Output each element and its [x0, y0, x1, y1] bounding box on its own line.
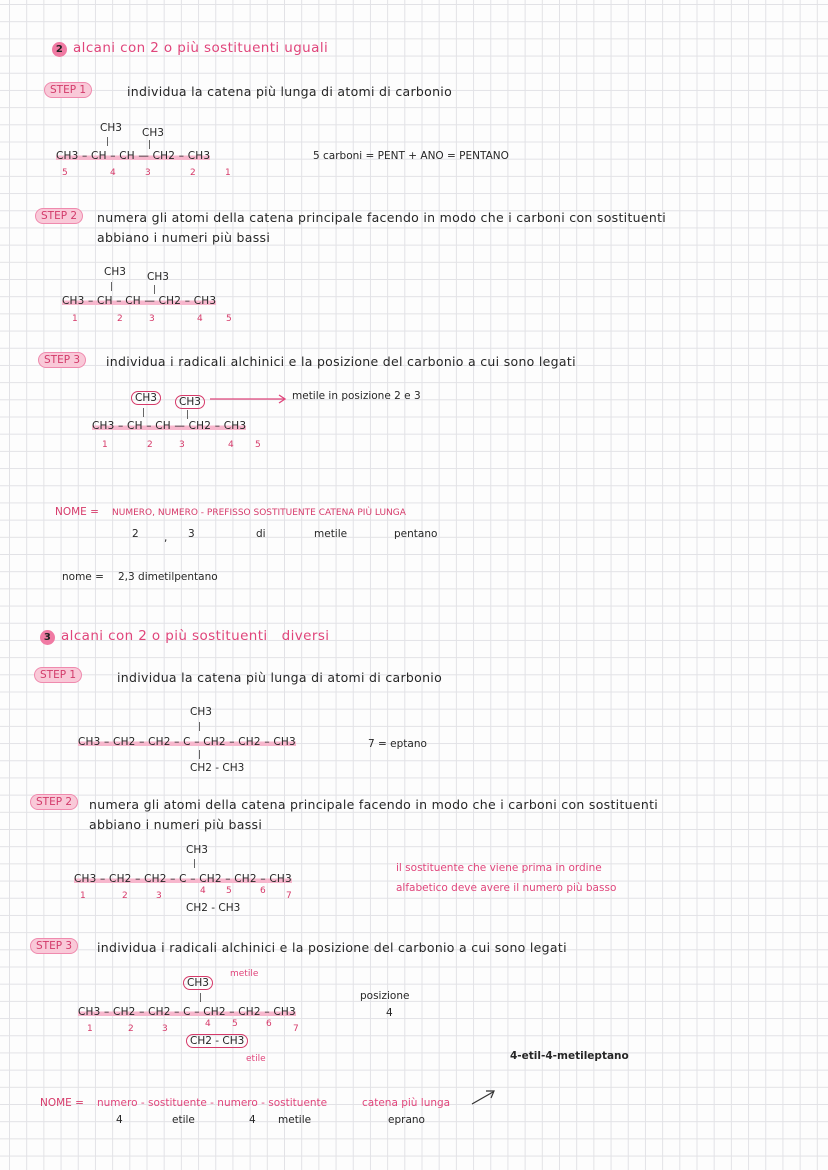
- nome-value: ,: [164, 532, 168, 544]
- circled-substituent: CH2 - CH3: [186, 1034, 248, 1048]
- step-label: STEP 3: [38, 352, 86, 368]
- carbon-number: 6: [266, 1019, 272, 1029]
- section-title: alcani con 2 o più sostituenti: [61, 628, 268, 644]
- carbon-number: 2: [190, 168, 196, 178]
- chain-group: CH2: [234, 873, 257, 885]
- nome-value: 2: [132, 528, 139, 540]
- carbon-number: 7: [293, 1024, 299, 1034]
- carbon-number: 4: [197, 314, 203, 324]
- chain-group: CH3: [193, 295, 217, 307]
- step-label: STEP 1: [44, 82, 92, 98]
- substituent-bottom: CH2 - CH3: [186, 902, 241, 914]
- chain-group: CH2: [152, 150, 176, 162]
- bond-line: |: [198, 722, 202, 732]
- carbon-number: 1: [80, 891, 86, 901]
- bond-line: |: [198, 750, 202, 760]
- carbon-chain: CH3 – CH – CH — CH2 – CH3: [56, 150, 211, 162]
- step-instruction: individua la catena più lunga di atomi di carbonio: [127, 84, 453, 99]
- nome-value: metile: [278, 1114, 312, 1126]
- chain-group: CH: [127, 420, 143, 432]
- step-instruction: numera gli atomi della catena principale facendo in modo che i carboni con sostituenti: [97, 210, 667, 225]
- section-number-badge: 2: [52, 42, 67, 57]
- nome-formula-end: catena più lunga: [362, 1097, 451, 1109]
- chain-group: CH2: [144, 873, 167, 885]
- carbon-number: 5: [62, 168, 68, 178]
- nome-value: di: [256, 528, 266, 540]
- section-number-badge: 3: [40, 630, 55, 645]
- nome-value: metile: [314, 528, 348, 540]
- carbon-number: 2: [122, 891, 128, 901]
- chain-group: CH2: [238, 736, 261, 748]
- chain-group: CH2: [113, 736, 136, 748]
- chain-group: C: [179, 873, 187, 885]
- chain-group: CH2: [238, 1006, 261, 1018]
- section-title: alcani con 2 o più sostituenti uguali: [73, 40, 329, 56]
- carbon-number: 2: [128, 1024, 134, 1034]
- substituent-top: CH3: [147, 271, 169, 283]
- rule-note: il sostituente che viene prima in ordine: [396, 862, 602, 874]
- chain-group: CH3: [62, 295, 85, 307]
- nome-value: 3: [188, 528, 195, 540]
- chain-group: CH3: [78, 1006, 101, 1018]
- chain-group: CH3: [78, 736, 101, 748]
- carbon-number: 3: [162, 1024, 168, 1034]
- carbon-number: 4: [200, 886, 206, 896]
- chain-group: CH2: [148, 736, 171, 748]
- carbon-number: 3: [149, 314, 155, 324]
- carbon-chain: CH3 – CH2 – CH2 – C – CH2 – CH2 – CH3: [78, 1006, 296, 1018]
- carbon-number: 3: [156, 891, 162, 901]
- carbon-number: 2: [117, 314, 123, 324]
- bond-line: |: [142, 408, 146, 418]
- nome-value: 4: [116, 1114, 123, 1126]
- position-label: posizione: [360, 990, 410, 1002]
- chain-group: CH3: [92, 420, 115, 432]
- position-value: 4: [386, 1007, 393, 1019]
- circled-substituent: CH3: [175, 395, 205, 409]
- step-label: STEP 2: [35, 208, 83, 224]
- substituent-label: metile: [230, 969, 259, 979]
- step-instruction: numera gli atomi della catena principale facendo in modo che i carboni con sostituenti: [89, 797, 659, 812]
- substituent-bottom: CH2 - CH3: [190, 762, 245, 774]
- carbon-chain: CH3 – CH2 – CH2 – C – CH2 – CH2 – CH3: [78, 736, 296, 748]
- bond-line: |: [193, 859, 197, 869]
- carbon-number: 5: [255, 440, 261, 450]
- bond-line: |: [110, 282, 114, 292]
- carbon-number: 3: [145, 168, 151, 178]
- nome-label: NOME =: [40, 1097, 84, 1109]
- step-label: STEP 1: [34, 667, 82, 683]
- carbon-number: 1: [72, 314, 78, 324]
- step-instruction: individua la catena più lunga di atomi di carbonio: [117, 670, 443, 685]
- carbon-number: 5: [232, 1019, 238, 1029]
- carbon-number: 1: [225, 168, 231, 178]
- nome-value: etile: [172, 1114, 195, 1126]
- section-title-highlight: diversi: [281, 628, 330, 644]
- substituent-top: CH3: [190, 706, 212, 718]
- chain-group: CH: [97, 295, 113, 307]
- carbon-number: 2: [147, 440, 153, 450]
- carbon-number: 6: [260, 886, 266, 896]
- step-instruction: individua i radicali alchinici e la posizione del carbonio a cui sono legati: [97, 940, 567, 955]
- substituent-top: CH3: [100, 122, 122, 134]
- carbon-number: 5: [226, 886, 232, 896]
- chain-group: CH2: [188, 420, 212, 432]
- bond-line: |: [199, 993, 203, 1003]
- carbon-count-note: 7 = eptano: [368, 738, 427, 750]
- chain-group: CH2: [158, 295, 182, 307]
- nome-value: 4: [249, 1114, 256, 1126]
- substituent-top: CH3: [104, 266, 126, 278]
- bond-line: |: [153, 285, 157, 295]
- chain-group: CH: [125, 295, 141, 307]
- carbon-number: 4: [228, 440, 234, 450]
- carbon-chain: CH3 – CH – CH — CH2 – CH3: [92, 420, 247, 432]
- carbon-count-note: 5 carboni = PENT + ANO = PENTANO: [313, 150, 509, 162]
- substituent-top: CH3: [186, 844, 208, 856]
- substituent-annotation: metile in posizione 2 e 3: [292, 390, 421, 402]
- chain-group: CH2: [109, 873, 132, 885]
- chain-group: CH: [91, 150, 107, 162]
- chain-group: CH2: [203, 1006, 226, 1018]
- chain-group: CH2: [203, 736, 226, 748]
- substituent-top: CH3: [142, 127, 164, 139]
- chain-group: CH3: [56, 150, 79, 162]
- chain-group: CH2: [199, 873, 222, 885]
- carbon-number: 7: [286, 891, 292, 901]
- substituent-label: etile: [246, 1054, 266, 1064]
- chain-group: CH3: [223, 420, 247, 432]
- chain-group: CH3: [273, 1006, 296, 1018]
- chain-group: CH2: [148, 1006, 171, 1018]
- step-instruction: individua i radicali alchinici e la posizione del carbonio a cui sono legati: [106, 354, 576, 369]
- arrow-icon: [472, 1091, 494, 1104]
- carbon-number: 4: [110, 168, 116, 178]
- chain-group: CH3: [74, 873, 97, 885]
- carbon-chain: CH3 – CH2 – CH2 – C – CH2 – CH2 – CH3: [74, 873, 292, 885]
- chain-group: CH: [119, 150, 135, 162]
- nome-formula: numero - sostituente - numero - sostituente: [97, 1097, 328, 1109]
- carbon-number: 5: [226, 314, 232, 324]
- chain-group: CH2: [113, 1006, 136, 1018]
- carbon-number: 1: [102, 440, 108, 450]
- circled-substituent: CH3: [131, 391, 161, 405]
- result-label: nome =: [62, 571, 104, 583]
- chain-group: C: [183, 1006, 191, 1018]
- step-label: STEP 2: [30, 794, 78, 810]
- rule-note-cont: alfabetico deve avere il numero più basso: [396, 882, 617, 894]
- step-label: STEP 3: [30, 938, 78, 954]
- nome-label: NOME =: [55, 506, 99, 518]
- chain-group: CH3: [269, 873, 292, 885]
- bond-line: |: [106, 137, 110, 147]
- carbon-chain: CH3 – CH – CH — CH2 – CH3: [62, 295, 217, 307]
- bond-line: |: [186, 410, 190, 420]
- nome-value: pentano: [394, 528, 438, 540]
- chain-group: CH: [155, 420, 171, 432]
- carbon-number: 3: [179, 440, 185, 450]
- chain-group: CH3: [187, 150, 211, 162]
- nome-formula: NUMERO, NUMERO - PREFISSO SOSTITUENTE CATENA PIÙ LUNGA: [112, 508, 406, 518]
- step-instruction-cont: abbiano i numeri più bassi: [89, 817, 263, 832]
- bond-line: |: [148, 140, 152, 150]
- circled-substituent: CH3: [183, 976, 213, 990]
- arrow-icon: [210, 395, 285, 403]
- result-name: 4-etil-4-metileptano: [510, 1050, 629, 1062]
- chain-group: CH3: [273, 736, 296, 748]
- step-instruction-cont: abbiano i numeri più bassi: [97, 230, 271, 245]
- nome-value: eprano: [388, 1114, 425, 1126]
- result-name: 2,3 dimetilpentano: [118, 571, 218, 583]
- carbon-number: 1: [87, 1024, 93, 1034]
- carbon-number: 4: [205, 1019, 211, 1029]
- chain-group: C: [183, 736, 191, 748]
